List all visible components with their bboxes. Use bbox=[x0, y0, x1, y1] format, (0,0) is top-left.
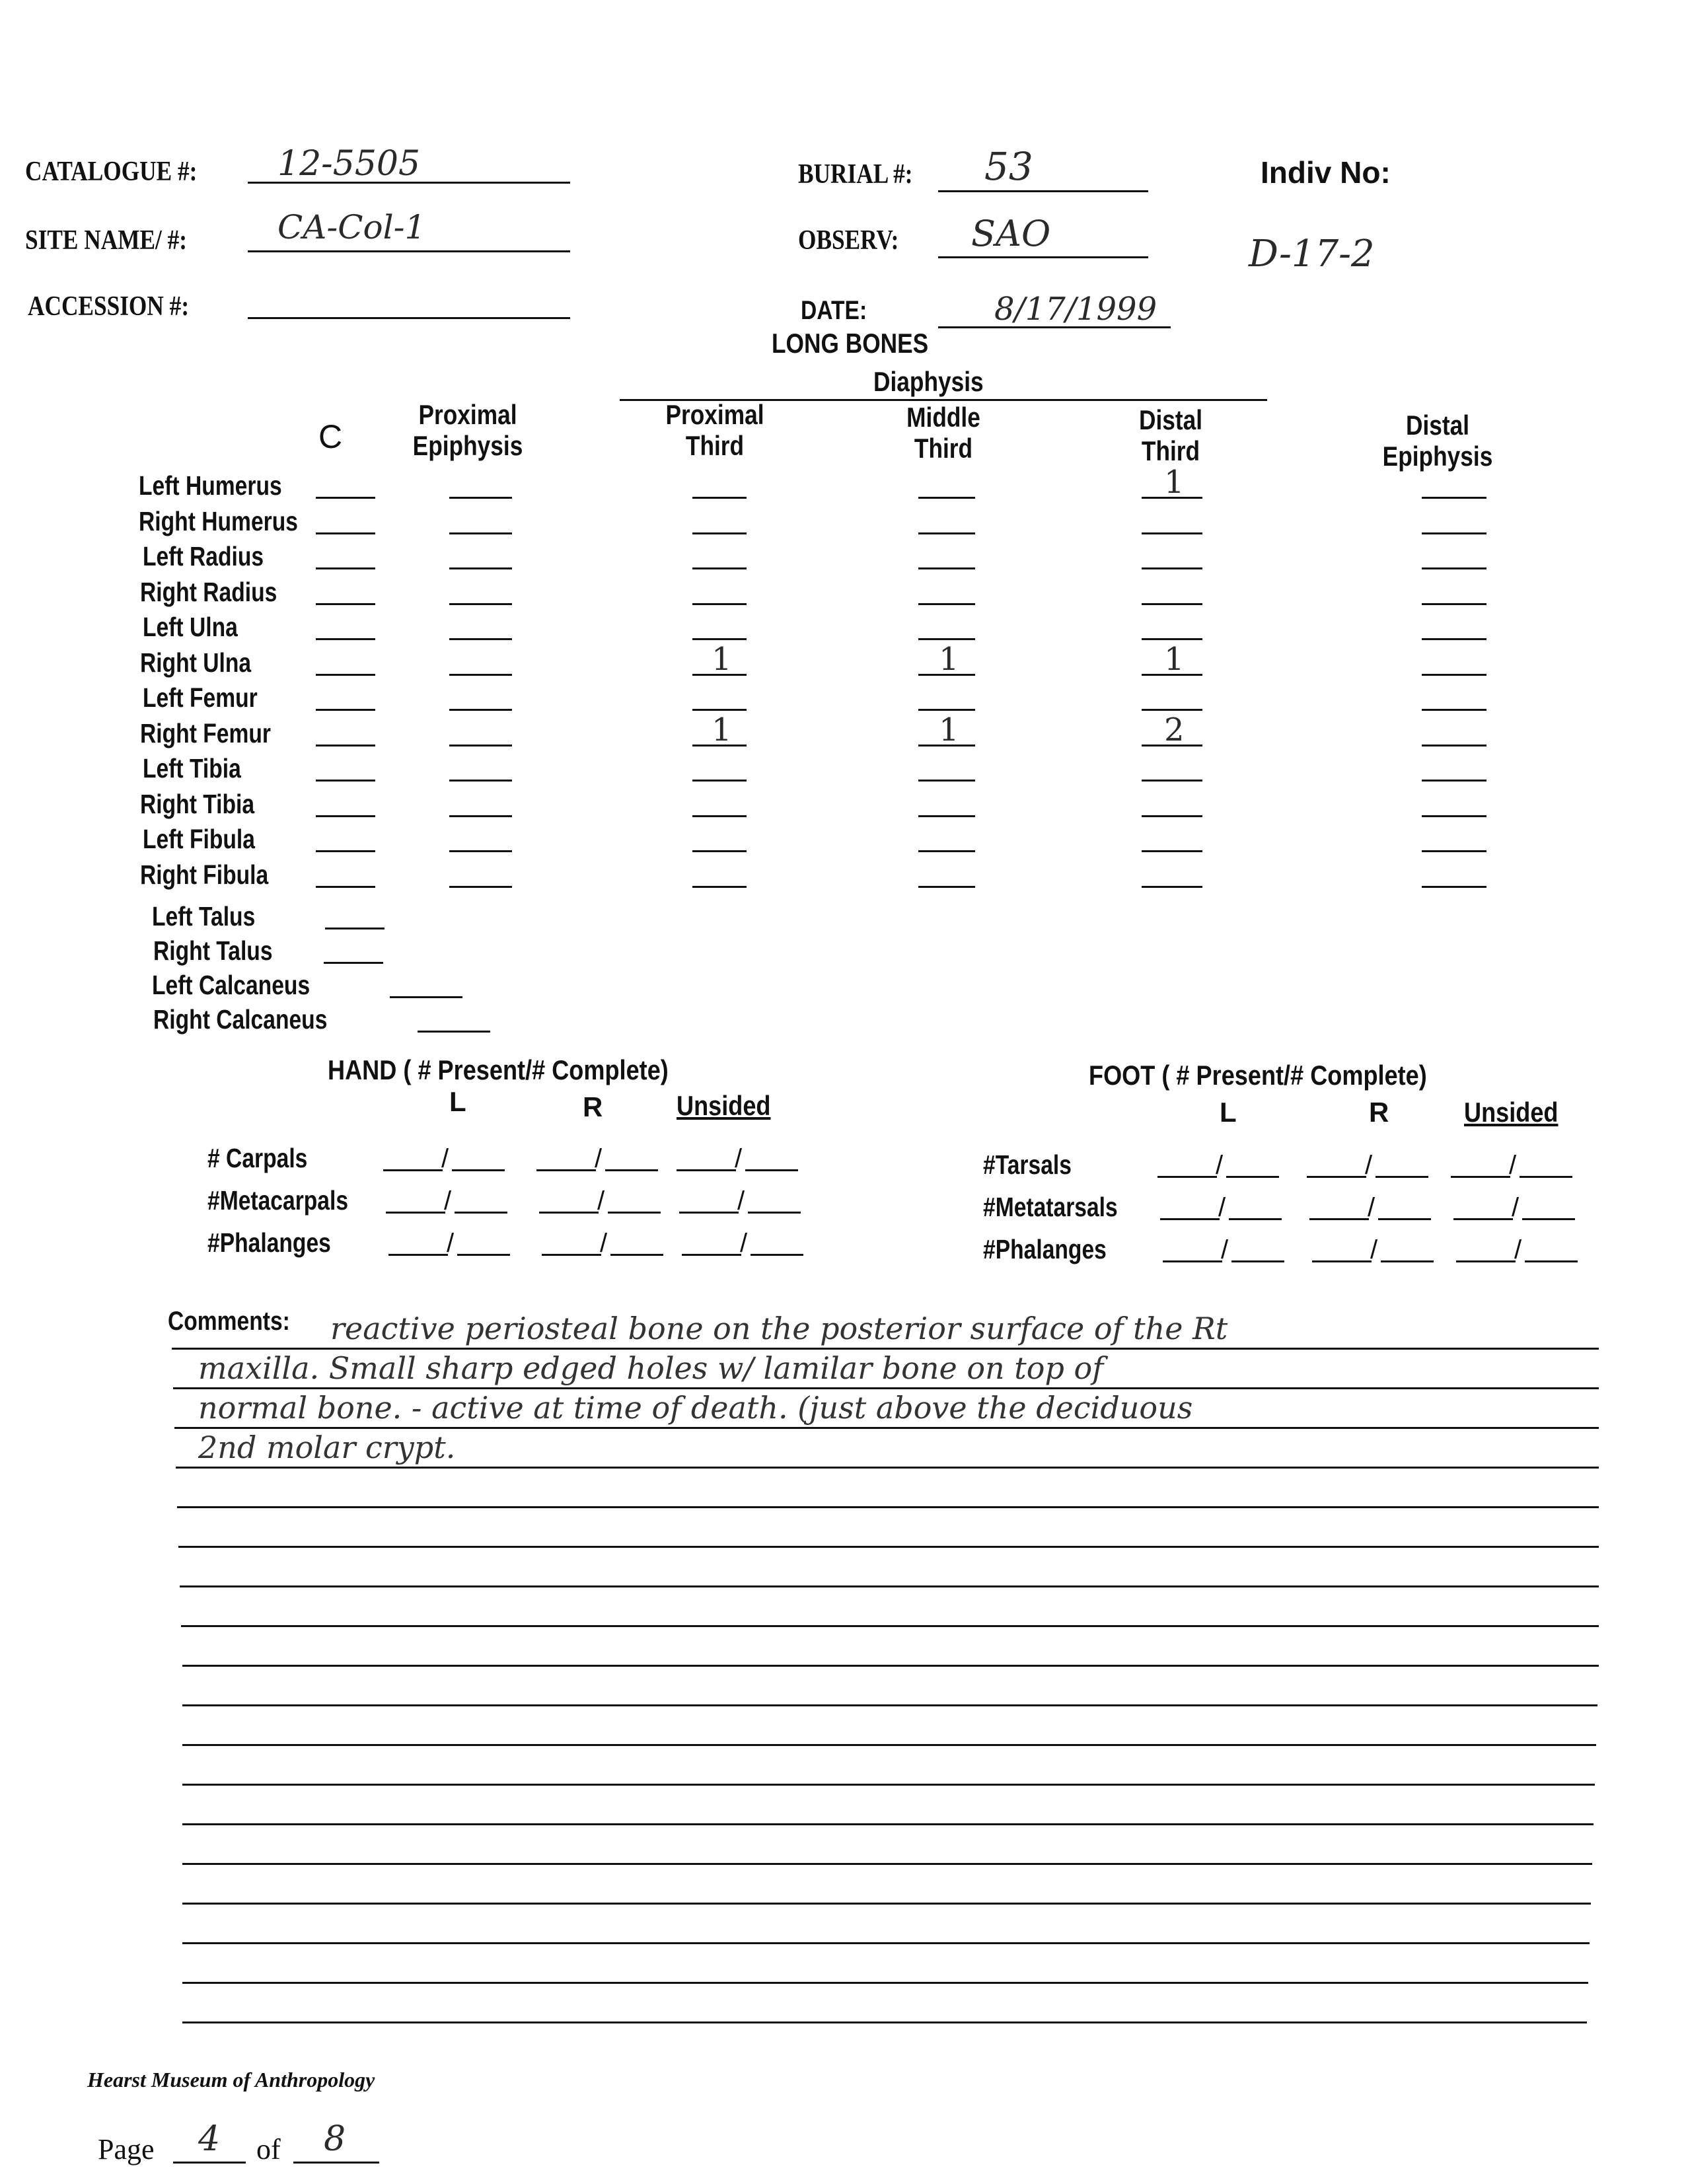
col-prox-epi-line1: Proximal bbox=[418, 399, 517, 430]
blank-de[interactable] bbox=[1422, 638, 1486, 640]
hand-complete-blank[interactable] bbox=[751, 1254, 803, 1256]
blank-de[interactable] bbox=[1422, 674, 1486, 676]
foot-row-label: #Metatarsals bbox=[983, 1192, 1118, 1222]
catalogue-value[interactable]: 12-5505 bbox=[277, 144, 421, 184]
blank-c[interactable] bbox=[316, 709, 375, 711]
foot-present-blank[interactable] bbox=[1160, 1218, 1220, 1220]
bone-label: Right Humerus bbox=[139, 505, 298, 536]
hand-complete-blank[interactable] bbox=[748, 1212, 801, 1214]
foot-complete-blank[interactable] bbox=[1375, 1176, 1428, 1178]
blank-dt[interactable] bbox=[1142, 532, 1202, 534]
accession-label: ACCESSION #: bbox=[28, 291, 190, 322]
blank-pt[interactable] bbox=[692, 709, 747, 711]
hand-present-blank[interactable] bbox=[386, 1212, 445, 1214]
foot-slash: / bbox=[1509, 1151, 1517, 1180]
foot-complete-blank[interactable] bbox=[1378, 1218, 1431, 1220]
hand-complete-blank[interactable] bbox=[610, 1254, 663, 1256]
comment-rule[interactable] bbox=[182, 2021, 1587, 2023]
foot-slash: / bbox=[1221, 1235, 1229, 1264]
foot-slash: / bbox=[1512, 1193, 1520, 1222]
comment-text: normal bone. - active at time of death. (just above the deciduous bbox=[198, 1390, 1193, 1426]
extra-bone-label: Left Talus bbox=[152, 901, 256, 931]
foot-col-r: R bbox=[1369, 1097, 1389, 1128]
blank-c[interactable] bbox=[316, 638, 375, 640]
comment-rule[interactable] bbox=[172, 1348, 1599, 1350]
blank-dt[interactable] bbox=[1142, 780, 1202, 782]
col-dist-epi-line1: Distal bbox=[1405, 410, 1470, 441]
hand-col-unsided: Unsided bbox=[677, 1090, 771, 1121]
blank-pe[interactable] bbox=[449, 603, 512, 605]
foot-row-label: #Tarsals bbox=[983, 1149, 1072, 1180]
blank-pe[interactable] bbox=[449, 745, 512, 746]
site-underline bbox=[248, 250, 570, 252]
mark-pt: 1 bbox=[712, 640, 732, 678]
hand-present-blank[interactable] bbox=[542, 1254, 601, 1256]
of-label: of bbox=[256, 2133, 281, 2166]
bone-label: Right Fibula bbox=[140, 859, 269, 890]
hand-row-label: # Carpals bbox=[207, 1143, 308, 1173]
page-value[interactable]: 4 bbox=[198, 2119, 221, 2159]
blank-pt[interactable] bbox=[692, 567, 747, 569]
date-value[interactable]: 8/17/1999 bbox=[994, 291, 1157, 328]
blank-pt[interactable] bbox=[692, 780, 747, 782]
col-prox-third-line2: Third bbox=[685, 430, 745, 462]
blank-dt[interactable] bbox=[1142, 567, 1202, 569]
extra-bone-blank[interactable] bbox=[324, 962, 383, 964]
comment-rule[interactable] bbox=[178, 1546, 1599, 1548]
foot-title: FOOT ( # Present/# Complete) bbox=[1089, 1060, 1427, 1091]
col-distal-epiphysis bbox=[1377, 410, 1499, 472]
foot-slash: / bbox=[1365, 1151, 1373, 1180]
accession-underline bbox=[248, 317, 570, 319]
of-value[interactable]: 8 bbox=[324, 2119, 346, 2159]
observ-underline bbox=[938, 256, 1148, 258]
blank-dt[interactable] bbox=[1142, 850, 1202, 852]
bone-label: Right Ulna bbox=[140, 647, 252, 678]
burial-label: BURIAL #: bbox=[798, 159, 913, 190]
hand-complete-blank[interactable] bbox=[605, 1169, 658, 1171]
blank-pe[interactable] bbox=[449, 497, 512, 499]
extra-bone-blank[interactable] bbox=[325, 928, 385, 929]
mark-dt: 2 bbox=[1164, 711, 1185, 748]
blank-pe[interactable] bbox=[449, 638, 512, 640]
foot-row-label: #Phalanges bbox=[983, 1234, 1107, 1264]
blank-de[interactable] bbox=[1422, 567, 1486, 569]
observ-value[interactable]: SAO bbox=[971, 213, 1051, 254]
of-underline bbox=[293, 2162, 379, 2164]
col-proximal-third bbox=[654, 399, 776, 461]
foot-col-unsided: Unsided bbox=[1464, 1097, 1558, 1128]
mark-dt: 1 bbox=[1164, 640, 1185, 678]
blank-de[interactable] bbox=[1422, 815, 1486, 817]
indiv-value[interactable]: D-17-2 bbox=[1249, 233, 1375, 275]
blank-pt[interactable] bbox=[692, 532, 747, 534]
comment-rule[interactable] bbox=[180, 1585, 1599, 1587]
blank-mt[interactable] bbox=[918, 709, 975, 711]
blank-mt[interactable] bbox=[918, 532, 975, 534]
extra-bone-label: Left Calcaneus bbox=[152, 970, 311, 1000]
hand-complete-blank[interactable] bbox=[452, 1169, 505, 1171]
foot-complete-blank[interactable] bbox=[1520, 1176, 1572, 1178]
bone-label: Left Femur bbox=[143, 682, 258, 713]
foot-present-blank[interactable] bbox=[1451, 1176, 1510, 1178]
hand-slash: / bbox=[740, 1229, 748, 1258]
foot-present-blank[interactable] bbox=[1157, 1176, 1217, 1178]
hand-col-l: L bbox=[449, 1086, 466, 1117]
blank-c[interactable] bbox=[316, 567, 375, 569]
hand-slash: / bbox=[737, 1186, 745, 1216]
foot-slash: / bbox=[1368, 1193, 1375, 1222]
hand-present-blank[interactable] bbox=[539, 1212, 599, 1214]
site-value[interactable]: CA-Col-1 bbox=[277, 208, 426, 246]
hand-slash: / bbox=[595, 1144, 603, 1173]
blank-mt[interactable] bbox=[918, 886, 975, 888]
blank-pe[interactable] bbox=[449, 674, 512, 676]
blank-dt[interactable] bbox=[1142, 815, 1202, 817]
comment-rule[interactable] bbox=[182, 1982, 1588, 1984]
institution-name: Hearst Museum of Anthropology bbox=[87, 2068, 375, 2092]
blank-pe[interactable] bbox=[449, 850, 512, 852]
mark-mt: 1 bbox=[939, 640, 959, 678]
bone-label: Left Ulna bbox=[143, 612, 238, 642]
foot-slash: / bbox=[1216, 1151, 1224, 1180]
extra-bone-blank[interactable] bbox=[418, 1031, 490, 1033]
comments-label: Comments: bbox=[168, 1307, 290, 1336]
blank-c[interactable] bbox=[316, 674, 375, 676]
site-label: SITE NAME/ #: bbox=[25, 225, 188, 256]
hand-present-blank[interactable] bbox=[682, 1254, 741, 1256]
col-middle-third bbox=[883, 402, 1005, 464]
comment-rule[interactable] bbox=[174, 1427, 1599, 1429]
bone-label: Right Femur bbox=[140, 717, 271, 748]
blank-mt[interactable] bbox=[918, 780, 975, 782]
blank-pt[interactable] bbox=[692, 815, 747, 817]
blank-pt[interactable] bbox=[692, 497, 747, 499]
bone-label: Left Fibula bbox=[143, 824, 255, 854]
foot-slash: / bbox=[1514, 1235, 1522, 1264]
col-prox-third-line1: Proximal bbox=[665, 399, 764, 430]
col-mid-third-line1: Middle bbox=[906, 402, 980, 433]
extra-bone-label: Right Calcaneus bbox=[153, 1004, 328, 1035]
col-mid-third-line2: Third bbox=[914, 433, 973, 464]
foot-complete-blank[interactable] bbox=[1522, 1218, 1575, 1220]
comment-text: reactive periosteal bone on the posterior surface of the Rt bbox=[330, 1311, 1228, 1346]
hand-col-r: R bbox=[583, 1091, 603, 1122]
comment-rule[interactable] bbox=[182, 1823, 1594, 1825]
blank-pe[interactable] bbox=[449, 532, 512, 534]
blank-de[interactable] bbox=[1422, 745, 1486, 746]
blank-c[interactable] bbox=[316, 603, 375, 605]
comment-rule[interactable] bbox=[182, 1744, 1596, 1746]
hand-row-label: #Metacarpals bbox=[207, 1185, 349, 1216]
hand-slash: / bbox=[597, 1186, 605, 1216]
date-label: DATE: bbox=[801, 296, 867, 325]
blank-c[interactable] bbox=[316, 497, 375, 499]
blank-pe[interactable] bbox=[449, 886, 512, 888]
blank-c[interactable] bbox=[316, 780, 375, 782]
burial-underline bbox=[938, 190, 1148, 192]
hand-slash: / bbox=[441, 1144, 449, 1173]
foot-complete-blank[interactable] bbox=[1381, 1260, 1434, 1262]
blank-pe[interactable] bbox=[449, 780, 512, 782]
blank-pe[interactable] bbox=[449, 709, 512, 711]
col-proximal-epiphysis bbox=[407, 399, 529, 461]
comment-rule[interactable] bbox=[182, 1942, 1590, 1944]
blank-c[interactable] bbox=[316, 886, 375, 888]
col-dist-third-line1: Distal bbox=[1138, 404, 1203, 435]
catalogue-label: CATALOGUE #: bbox=[25, 157, 198, 187]
blank-pe[interactable] bbox=[449, 567, 512, 569]
blank-mt[interactable] bbox=[918, 638, 975, 640]
hand-present-blank[interactable] bbox=[388, 1254, 448, 1256]
mark-mt: 1 bbox=[939, 711, 959, 748]
extra-bone-blank[interactable] bbox=[390, 996, 462, 998]
foot-slash: / bbox=[1370, 1235, 1378, 1264]
comment-rule[interactable] bbox=[182, 1665, 1599, 1667]
blank-dt[interactable] bbox=[1142, 886, 1202, 888]
comment-rule[interactable] bbox=[182, 1903, 1591, 1905]
foot-present-blank[interactable] bbox=[1456, 1260, 1516, 1262]
col-c-label: C bbox=[318, 418, 343, 455]
foot-complete-blank[interactable] bbox=[1525, 1260, 1578, 1262]
blank-c[interactable] bbox=[316, 815, 375, 817]
burial-value[interactable]: 53 bbox=[984, 144, 1033, 189]
diaphysis-label: Diaphysis bbox=[873, 366, 984, 397]
foot-present-blank[interactable] bbox=[1312, 1260, 1372, 1262]
blank-pt[interactable] bbox=[692, 886, 747, 888]
blank-mt[interactable] bbox=[918, 850, 975, 852]
blank-dt[interactable] bbox=[1142, 638, 1202, 640]
foot-present-blank[interactable] bbox=[1453, 1218, 1513, 1220]
long-bones-title: LONG BONES bbox=[772, 328, 929, 359]
bone-label: Left Humerus bbox=[139, 470, 282, 501]
comment-text: 2nd molar crypt. bbox=[198, 1430, 456, 1465]
col-dist-third-line2: Third bbox=[1141, 435, 1200, 467]
comment-rule[interactable] bbox=[182, 1704, 1597, 1706]
col-distal-third bbox=[1110, 404, 1232, 466]
blank-mt[interactable] bbox=[918, 497, 975, 499]
hand-slash: / bbox=[600, 1229, 608, 1258]
foot-present-blank[interactable] bbox=[1163, 1260, 1222, 1262]
col-prox-epi-line2: Epiphysis bbox=[412, 430, 523, 462]
hand-present-blank[interactable] bbox=[383, 1169, 443, 1171]
blank-mt[interactable] bbox=[918, 815, 975, 817]
blank-mt[interactable] bbox=[918, 603, 975, 605]
blank-de[interactable] bbox=[1422, 709, 1486, 711]
blank-c[interactable] bbox=[316, 745, 375, 746]
blank-c[interactable] bbox=[316, 850, 375, 852]
foot-complete-blank[interactable] bbox=[1226, 1176, 1279, 1178]
hand-complete-blank[interactable] bbox=[457, 1254, 510, 1256]
hand-complete-blank[interactable] bbox=[455, 1212, 507, 1214]
blank-pt[interactable] bbox=[692, 638, 747, 640]
foot-slash: / bbox=[1218, 1193, 1226, 1222]
bone-label: Right Tibia bbox=[140, 788, 255, 819]
blank-de[interactable] bbox=[1422, 532, 1486, 534]
bone-label: Left Radius bbox=[143, 541, 264, 571]
comment-text: maxilla. Small sharp edged holes w/ lamilar bone on top of bbox=[198, 1350, 1104, 1386]
blank-de[interactable] bbox=[1422, 850, 1486, 852]
page-label: Page bbox=[98, 2133, 155, 2166]
hand-row-label: #Phalanges bbox=[207, 1227, 331, 1258]
observ-label: OBSERV: bbox=[798, 225, 899, 256]
extra-bone-label: Right Talus bbox=[153, 935, 273, 966]
blank-pe[interactable] bbox=[449, 815, 512, 817]
blank-dt[interactable] bbox=[1142, 709, 1202, 711]
hand-slash: / bbox=[444, 1186, 452, 1216]
foot-complete-blank[interactable] bbox=[1229, 1218, 1282, 1220]
blank-pt[interactable] bbox=[692, 603, 747, 605]
hand-title: HAND ( # Present/# Complete) bbox=[328, 1054, 669, 1085]
blank-c[interactable] bbox=[316, 532, 375, 534]
indiv-label: Indiv No: bbox=[1261, 155, 1391, 190]
hand-present-blank[interactable] bbox=[536, 1169, 596, 1171]
blank-de[interactable] bbox=[1422, 497, 1486, 499]
hand-present-blank[interactable] bbox=[679, 1212, 739, 1214]
foot-present-blank[interactable] bbox=[1309, 1218, 1369, 1220]
hand-slash: / bbox=[735, 1144, 743, 1173]
hand-complete-blank[interactable] bbox=[745, 1169, 798, 1171]
mark-dt: 1 bbox=[1164, 464, 1185, 501]
blank-mt[interactable] bbox=[918, 567, 975, 569]
foot-complete-blank[interactable] bbox=[1231, 1260, 1284, 1262]
foot-present-blank[interactable] bbox=[1307, 1176, 1366, 1178]
foot-col-l: L bbox=[1220, 1097, 1237, 1128]
blank-de[interactable] bbox=[1422, 886, 1486, 888]
comment-rule[interactable] bbox=[177, 1506, 1599, 1508]
comment-rule[interactable] bbox=[182, 1863, 1592, 1865]
comment-rule[interactable] bbox=[176, 1467, 1599, 1469]
hand-slash: / bbox=[447, 1229, 455, 1258]
bone-label: Right Radius bbox=[140, 576, 277, 607]
comment-rule[interactable] bbox=[173, 1387, 1599, 1389]
bone-label: Left Tibia bbox=[143, 753, 241, 783]
blank-pt[interactable] bbox=[692, 850, 747, 852]
blank-de[interactable] bbox=[1422, 780, 1486, 782]
page-underline bbox=[173, 2162, 246, 2164]
hand-complete-blank[interactable] bbox=[608, 1212, 661, 1214]
blank-de[interactable] bbox=[1422, 603, 1486, 605]
col-dist-epi-line2: Epiphysis bbox=[1382, 441, 1493, 472]
blank-dt[interactable] bbox=[1142, 603, 1202, 605]
comment-rule[interactable] bbox=[182, 1784, 1595, 1786]
comment-rule[interactable] bbox=[181, 1625, 1599, 1627]
mark-pt: 1 bbox=[712, 711, 732, 748]
hand-present-blank[interactable] bbox=[677, 1169, 736, 1171]
